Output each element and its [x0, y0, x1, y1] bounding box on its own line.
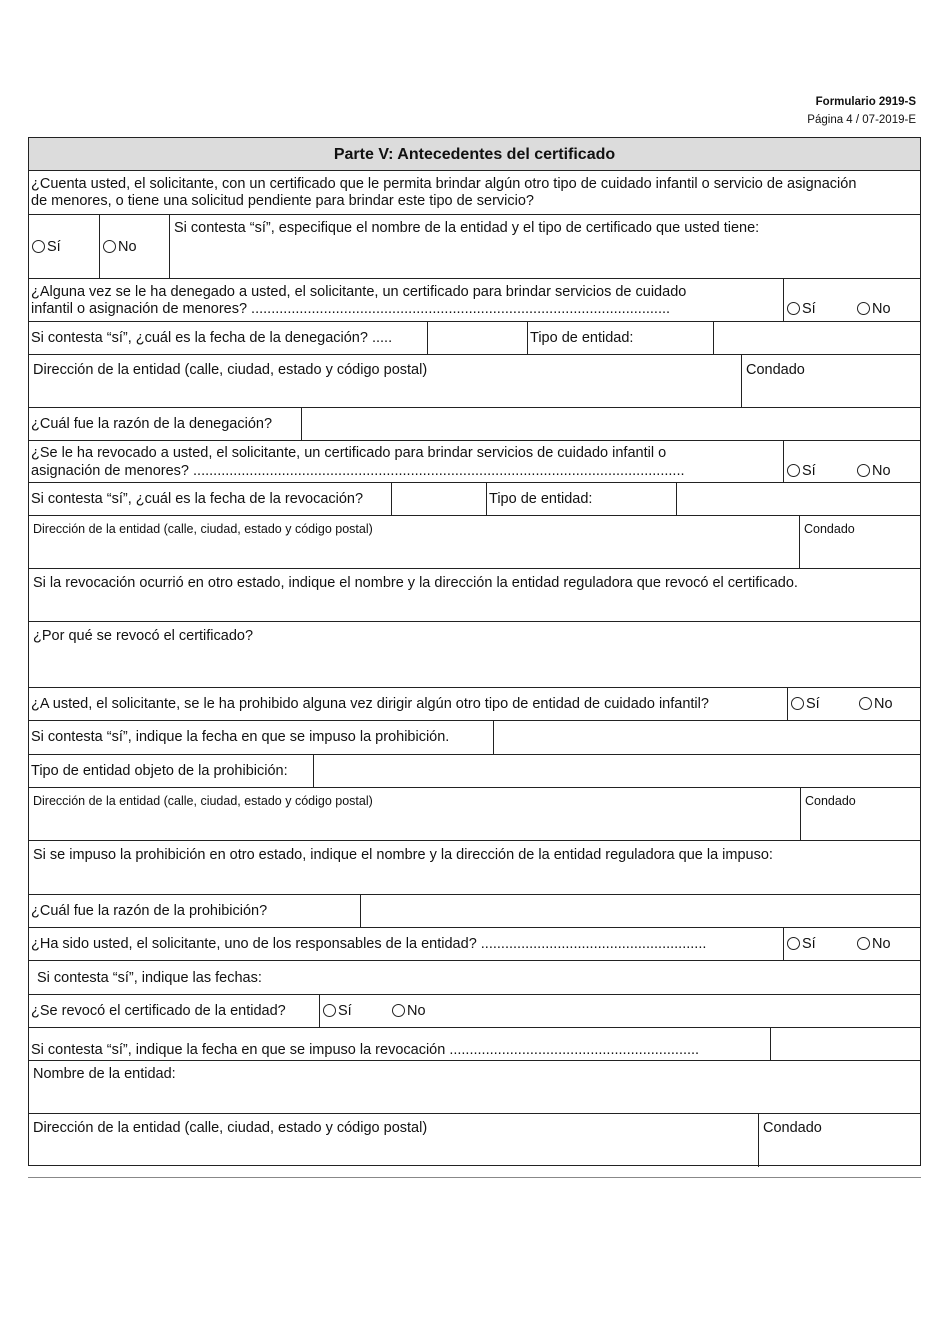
- responsible-dates-label: Si contesta “sí”, indique las fechas:: [37, 970, 262, 986]
- entity-revoked-label: ¿Se revocó el certificado de la entidad?: [31, 1003, 286, 1019]
- q-other-certificate-row: [29, 171, 920, 215]
- prohibition-other-state-row[interactable]: [29, 841, 920, 895]
- denial-address-row: [29, 355, 920, 408]
- revocation-address-row: [29, 516, 920, 569]
- denial-county-field[interactable]: [741, 355, 920, 407]
- q-other-certificate-no[interactable]: No: [99, 215, 169, 278]
- entity-name-row[interactable]: [29, 1061, 920, 1114]
- revocation-date-label: Si contesta “sí”, ¿cuál es la fecha de la revocación?: [31, 491, 364, 507]
- footer-divider: [28, 1177, 921, 1178]
- radio-yes-icon[interactable]: [787, 464, 800, 477]
- radio-no-icon[interactable]: [857, 464, 870, 477]
- q-denied-line1: ¿Alguna vez se le ha denegado a usted, el solicitante, un certificado para brindar servicios de cuidado: [31, 284, 687, 300]
- prohibition-address-row: [29, 788, 920, 841]
- q-revoked-line1: ¿Se le ha revocado a usted, el solicitante, un certificado para brindar servicios de cuidado infantil o: [31, 445, 667, 461]
- entity-revoked-no[interactable]: No: [392, 1002, 426, 1020]
- revocation-date-row: [29, 483, 920, 516]
- entity-address-label: Dirección de la entidad (calle, ciudad, estado y código postal): [33, 1120, 428, 1136]
- q-denied-yes[interactable]: Sí: [787, 300, 816, 318]
- revocation-date-field[interactable]: [391, 483, 486, 515]
- revocation-entity-type-field[interactable]: [676, 483, 920, 515]
- radio-yes-icon[interactable]: [787, 302, 800, 315]
- q-denied-line2: infantil o asignación de menores? ........................................................................................................: [31, 301, 671, 317]
- prohibited-entity-type-row: [29, 755, 920, 788]
- q-revoked-line2: asignación de menores? ..........................................................................................................................: [31, 463, 685, 479]
- q-other-certificate-answer-row: [29, 215, 920, 279]
- q-prohibited-label: ¿A usted, el solicitante, se le ha prohibido alguna vez dirigir algún otro tipo de entidad de cuidado infantil?: [31, 696, 709, 712]
- q-other-certificate-line2: de menores, o tiene una solicitud pendiente para brindar este tipo de servicio?: [31, 193, 534, 209]
- specify-certificate-field[interactable]: [169, 215, 920, 278]
- prohibition-date-label: Si contesta “sí”, indique la fecha en que se impuso la prohibición.: [31, 729, 450, 745]
- q-denied-no[interactable]: No: [857, 300, 891, 318]
- prohibition-county-label: Condado: [805, 794, 856, 808]
- revocation-other-state-row[interactable]: [29, 569, 920, 622]
- q-revoked-yes[interactable]: Sí: [787, 462, 816, 480]
- denial-address-field[interactable]: [29, 355, 741, 407]
- q-denied-row: [29, 279, 920, 322]
- revocation-address-field[interactable]: [29, 516, 799, 568]
- radio-no-icon[interactable]: [857, 302, 870, 315]
- entity-revocation-date-label: Si contesta “sí”, indique la fecha en que se impuso la revocación ..............................................................: [31, 1042, 700, 1058]
- denial-entity-type-field[interactable]: [713, 322, 920, 354]
- denial-reason-row: [29, 408, 920, 441]
- denial-date-label: Si contesta “sí”, ¿cuál es la fecha de la denegación? .....: [31, 330, 393, 346]
- radio-no-icon[interactable]: [859, 697, 872, 710]
- responsible-dates-row[interactable]: [29, 961, 920, 995]
- radio-yes-icon[interactable]: [32, 240, 45, 253]
- prohibition-address-label: Dirección de la entidad (calle, ciudad, estado y código postal): [33, 794, 373, 808]
- entity-county-label: Condado: [763, 1120, 822, 1136]
- section-title-row: [29, 138, 920, 171]
- why-revoked-label: ¿Por qué se revocó el certificado?: [33, 628, 254, 644]
- prohibited-entity-type-label: Tipo de entidad objeto de la prohibición:: [31, 763, 288, 779]
- entity-revoked-yes[interactable]: Sí: [323, 1002, 352, 1020]
- entity-county-field[interactable]: [758, 1114, 920, 1167]
- why-revoked-row[interactable]: [29, 622, 920, 688]
- revocation-address-label: Dirección de la entidad (calle, ciudad, estado y código postal): [33, 522, 373, 536]
- denial-reason-field[interactable]: [301, 408, 920, 440]
- form-number: Formulario 2919-S: [815, 96, 916, 108]
- entity-revoked-row: [29, 995, 920, 1028]
- entity-address-row: [29, 1114, 920, 1167]
- prohibition-reason-row: [29, 895, 920, 928]
- certificate-history-form: [28, 137, 921, 1166]
- specify-certificate-label: Si contesta “sí”, especifique el nombre de la entidad y el tipo de certificado que usted tiene:: [174, 220, 760, 236]
- prohibition-reason-label: ¿Cuál fue la razón de la prohibición?: [31, 903, 268, 919]
- radio-yes-icon[interactable]: [791, 697, 804, 710]
- q-prohibited-row: [29, 688, 920, 721]
- denial-address-label: Dirección de la entidad (calle, ciudad, estado y código postal): [33, 362, 428, 378]
- q-other-certificate-yes[interactable]: Sí: [29, 215, 99, 278]
- q-responsible-label: ¿Ha sido usted, el solicitante, uno de los responsables de la entidad? ........................................................: [31, 936, 707, 952]
- prohibition-address-field[interactable]: [29, 788, 800, 840]
- q-revoked-row: [29, 441, 920, 483]
- q-responsible-row: [29, 928, 920, 961]
- prohibition-date-row: [29, 721, 920, 755]
- radio-no-icon[interactable]: [103, 240, 116, 253]
- q-revoked-no[interactable]: No: [857, 462, 891, 480]
- radio-no-icon[interactable]: [857, 937, 870, 950]
- denial-date-row: [29, 322, 920, 355]
- section-title: Parte V: Antecedentes del certificado: [333, 146, 616, 163]
- q-responsible-no[interactable]: No: [857, 935, 891, 953]
- radio-no-icon[interactable]: [392, 1004, 405, 1017]
- prohibition-county-field[interactable]: [800, 788, 920, 840]
- entity-name-label: Nombre de la entidad:: [33, 1066, 176, 1082]
- q-prohibited-no[interactable]: No: [859, 695, 893, 713]
- prohibited-entity-type-field[interactable]: [313, 755, 920, 787]
- q-responsible-yes[interactable]: Sí: [787, 935, 816, 953]
- page-info: Página 4 / 07-2019-E: [807, 114, 916, 126]
- prohibition-date-field[interactable]: [493, 721, 920, 754]
- prohibition-reason-field[interactable]: [360, 895, 920, 927]
- denial-reason-label: ¿Cuál fue la razón de la denegación?: [31, 416, 273, 432]
- denial-entity-type-label: Tipo de entidad:: [530, 330, 634, 346]
- revocation-other-state-label: Si la revocación ocurrió en otro estado, indique el nombre y la dirección la entidad reguladora que revocó el certificado.: [33, 575, 798, 591]
- radio-yes-icon[interactable]: [787, 937, 800, 950]
- entity-revocation-date-field[interactable]: [770, 1028, 920, 1060]
- revocation-county-field[interactable]: [799, 516, 920, 568]
- radio-yes-icon[interactable]: [323, 1004, 336, 1017]
- q-prohibited-yes[interactable]: Sí: [791, 695, 820, 713]
- revocation-entity-type-label: Tipo de entidad:: [489, 491, 593, 507]
- denial-county-label: Condado: [746, 362, 805, 378]
- prohibition-other-state-label: Si se impuso la prohibición en otro estado, indique el nombre y la dirección de la entidad reguladora que la impuso:: [33, 847, 773, 863]
- q-other-certificate-line1: ¿Cuenta usted, el solicitante, con un certificado que le permita brindar algún otro tipo de cuidado infantil o servicio de asignación: [31, 176, 857, 192]
- revocation-county-label: Condado: [804, 522, 855, 536]
- entity-address-field[interactable]: [29, 1114, 758, 1167]
- denial-date-field[interactable]: [427, 322, 527, 354]
- entity-revocation-date-row: [29, 1028, 920, 1061]
